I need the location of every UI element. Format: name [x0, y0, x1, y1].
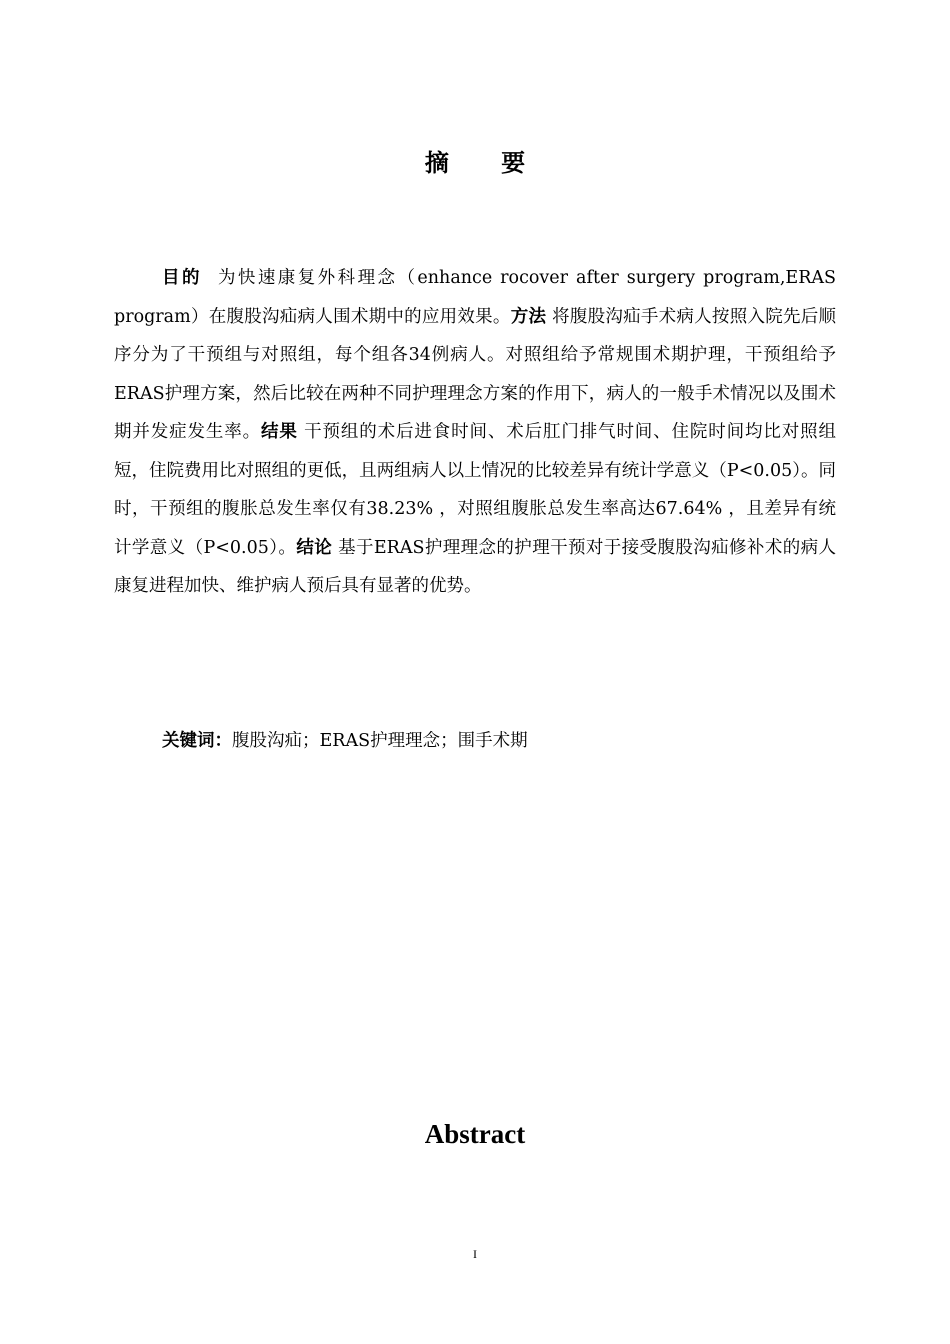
methods-text: 将腹股沟疝手术病人按照入院先后顺序分为了干预组与对照组，每个组各34例病人。对照组给予常规围术期护理，干预组给予ERAS护理方案，然后比较在两种不同护理理念方案的作用下，病人的一般手术情况以及围术期并发症发生率。	[114, 306, 837, 442]
conclusion-label: 结论	[296, 537, 333, 558]
abstract-title-cn: 摘 要	[424, 149, 548, 177]
results-text: 干预组的术后进食时间、术后肛门排气时间、住院时间均比对照组短，住院费用比对照组的更低，且两组病人以上情况的比较差异有统计学意义（P<0.05）。同时，干预组的腹胀总发生率仅有38.23% ，对照组腹胀总发生率高达67.64% ，且差异有统计学意义（P<0.05）。	[114, 422, 837, 558]
abstract-body	[114, 259, 836, 606]
keywords-label: 关键词：	[162, 731, 232, 751]
objective-text: 为快速康复外科理念（enhance rocover after surgery program,ERAS program）在腹股沟疝病人围术期中的应用效果。	[114, 268, 836, 327]
methods-label: 方法	[510, 306, 547, 327]
keywords-line	[162, 722, 836, 760]
abstract-title-en: Abstract	[424, 1119, 526, 1149]
keywords-text: 腹股沟疝；ERAS护理理念；围手术期	[232, 731, 528, 751]
objective-label: 目的	[162, 268, 202, 288]
conclusion-text: 基于ERAS护理理念的护理干预对于接受腹股沟疝修补术的病人康复进程加快、维护病人预后具有显著的优势。	[114, 537, 837, 596]
page-number: I	[473, 1247, 477, 1261]
results-label: 结果	[260, 422, 298, 442]
